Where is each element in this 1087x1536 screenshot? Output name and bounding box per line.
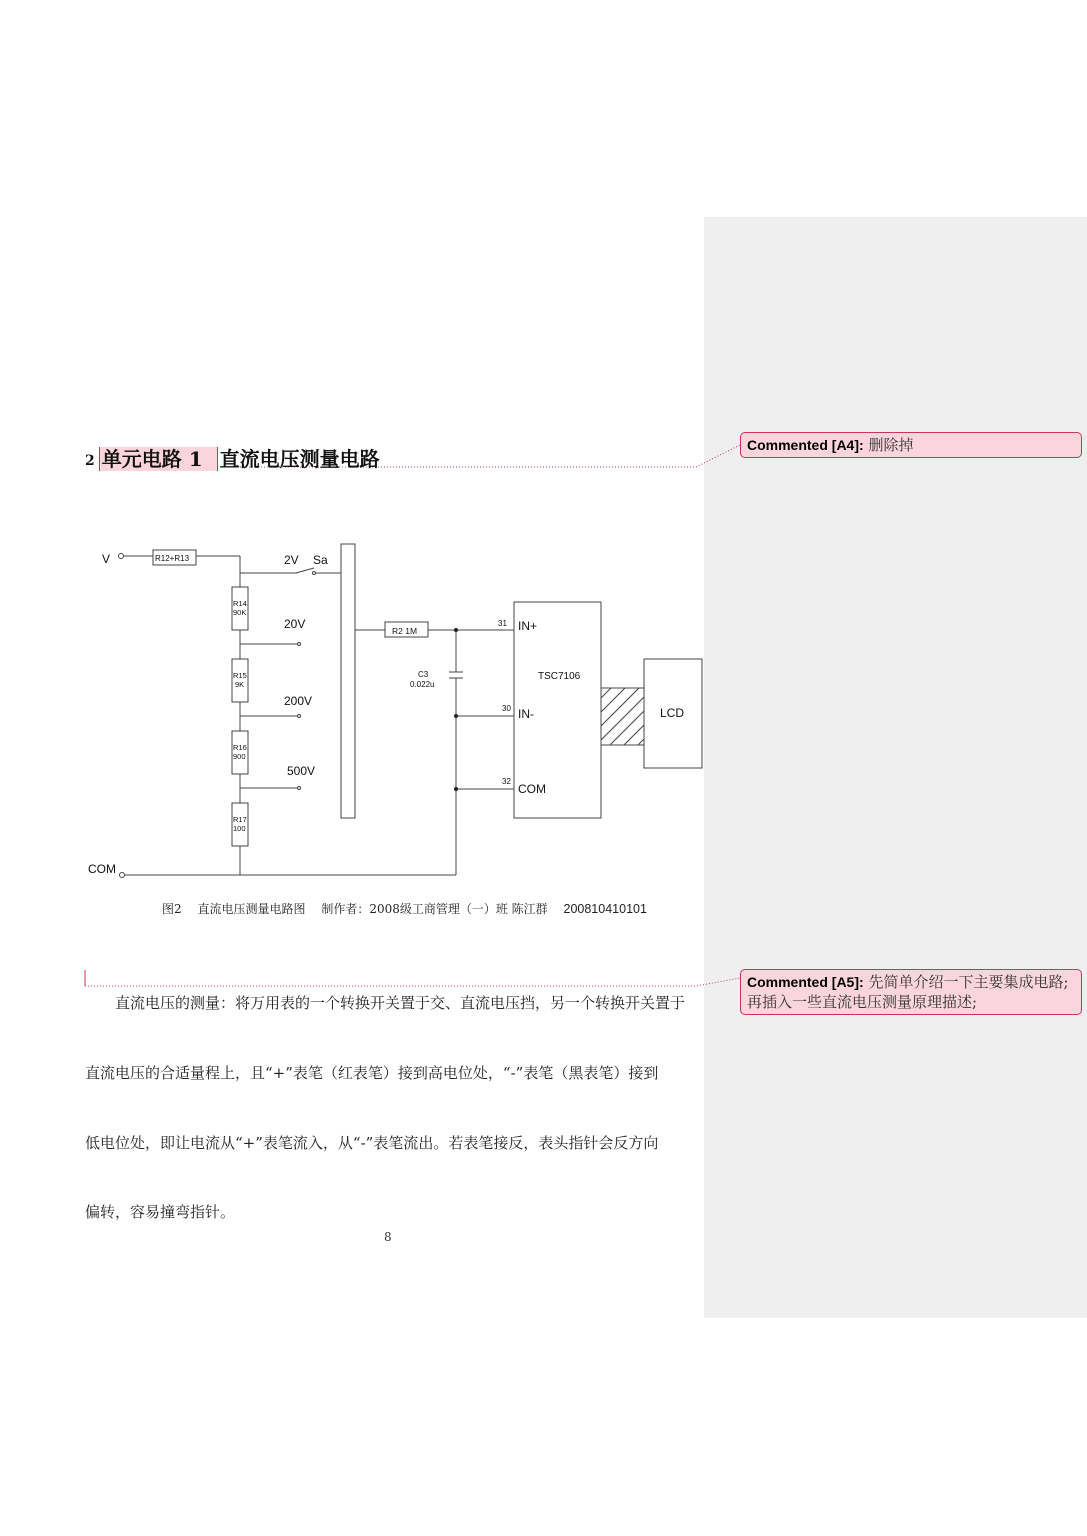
- comment-label: Commented [A5]:: [747, 974, 864, 990]
- caption-fig: 图2: [162, 902, 182, 916]
- r15-name: R15: [233, 671, 247, 680]
- range-20v-label: 20V: [284, 617, 306, 631]
- c3-value: 0.022u: [410, 680, 435, 689]
- r14-value: 90K: [233, 608, 247, 617]
- ic-com-label: COM: [518, 782, 546, 796]
- terminal-com-label: COM: [88, 862, 116, 876]
- heading-number: 2: [85, 453, 95, 469]
- range-2v-label: 2V: [284, 553, 299, 567]
- in-minus-label: IN-: [518, 707, 534, 721]
- caption-author: 制作者：2008级工商管理（一）班 陈江群: [321, 902, 548, 916]
- caption-id: 200810410101: [563, 902, 647, 916]
- heading-part1: 单元电路 1: [99, 447, 217, 471]
- pin-30-label: 30: [502, 704, 511, 713]
- figure-caption: [162, 900, 659, 917]
- page-number: 8: [384, 1230, 392, 1244]
- switch-sa-label: Sa: [313, 553, 328, 567]
- r14-name: R14: [233, 599, 247, 608]
- terminal-v-label: V: [102, 552, 111, 566]
- lcd-label: LCD: [660, 706, 685, 720]
- comment-label: Commented [A4]:: [747, 437, 864, 453]
- pin-31-label: 31: [498, 619, 507, 628]
- in-plus-label: IN+: [518, 619, 538, 633]
- r15-value: 9K: [235, 680, 245, 689]
- r17-value: 100: [233, 824, 246, 833]
- body-paragraph-1: 直流电压的测量：将万用表的一个转换开关置于交、直流电压挡，另一个转换开关置于: [115, 994, 686, 1012]
- body-paragraph-2: 直流电压的合适量程上，且“+”表笔（红表笔）接到高电位处，“-”表笔（黑表笔）接到: [85, 1064, 659, 1082]
- pin-32-label: 32: [502, 777, 511, 786]
- c3-name: C3: [418, 670, 429, 679]
- comment-text: 先简单介绍一下主要集成电路;再插入一些直流电压测量原理描述;: [747, 973, 1069, 1011]
- r16-value: 900: [233, 752, 246, 761]
- caption-title: 直流电压测量电路图: [197, 902, 306, 916]
- body-paragraph-4: 偏转，容易撞弯指针。: [85, 1203, 236, 1221]
- range-500v-label: 500V: [287, 764, 316, 778]
- comment-text: 删除掉: [868, 436, 914, 454]
- r2-label: R2 1M: [392, 626, 418, 636]
- r17-name: R17: [233, 815, 247, 824]
- body-paragraph-3: 低电位处，即让电流从“+”表笔流入，从“-”表笔流出。若表笔接反，表头指针会反方向: [85, 1134, 659, 1152]
- r16-name: R16: [233, 743, 247, 752]
- range-200v-label: 200V: [284, 694, 313, 708]
- r12-13-label: R12+R13: [155, 554, 190, 563]
- ic-name-label: TSC7106: [538, 671, 581, 682]
- heading-part2: 直流电压测量电路: [217, 447, 380, 471]
